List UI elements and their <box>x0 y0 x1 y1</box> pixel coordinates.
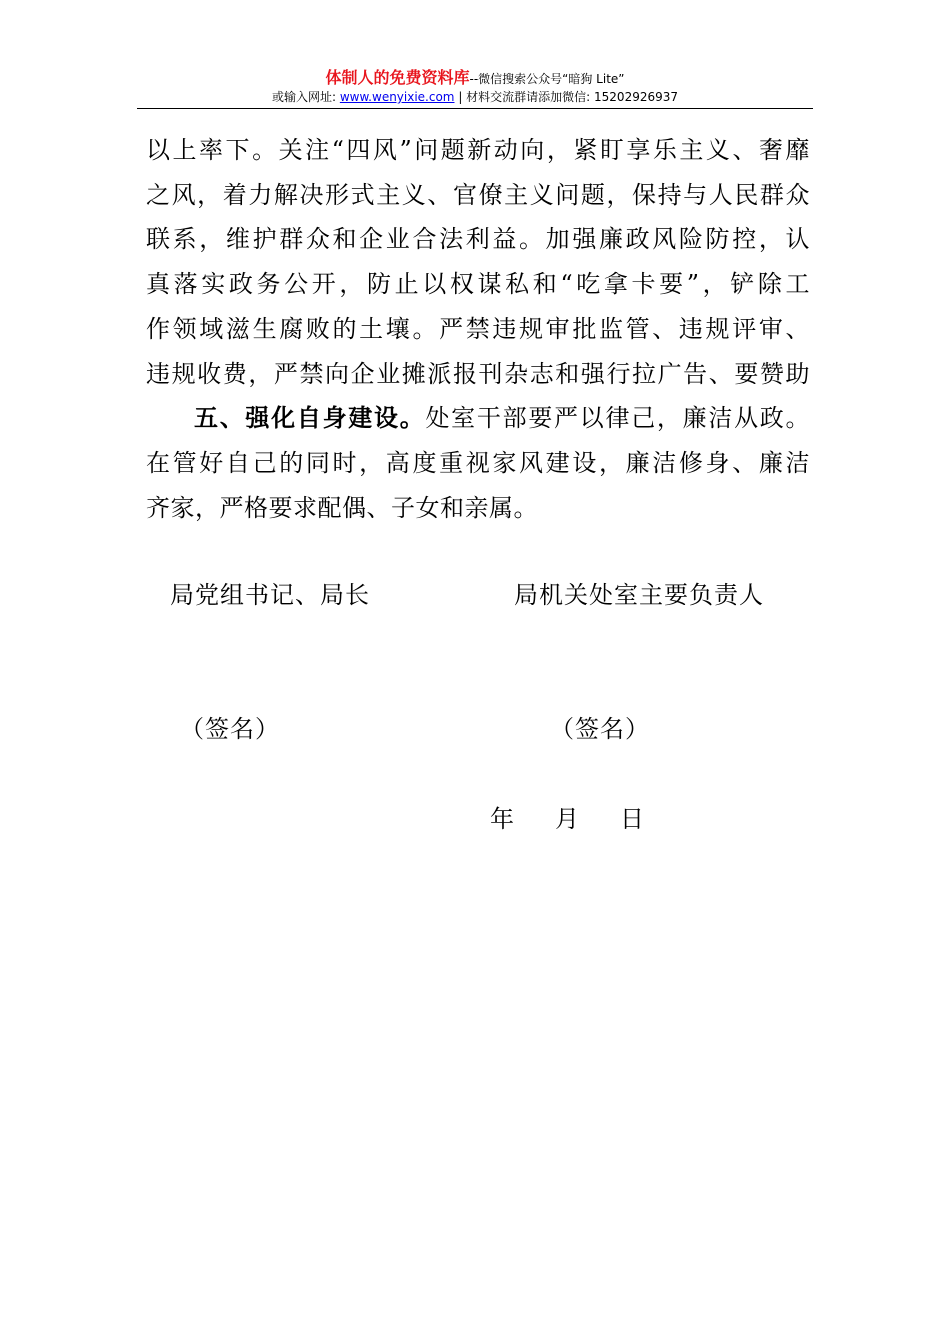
body-line: 之风，着力解决形式主义、官僚主义问题，保持与人民群众 <box>146 180 810 209</box>
date-day: 日 <box>620 805 645 833</box>
header-url-link[interactable]: www.wenyixie.com <box>339 90 455 104</box>
document-body <box>146 128 810 530</box>
body-line: 作领域滋生腐败的土壤。严禁违规审批监管、违规评审、 <box>146 314 810 343</box>
body-line: 违规收费，严禁向企业摊派报刊杂志和强行拉广告、要赞助 <box>146 359 810 388</box>
body-line: 在管好自己的同时，高度重视家风建设，廉洁修身、廉洁 <box>146 448 810 477</box>
header-subtitle: --微信搜索公众号“暗狗 Lite” <box>469 72 625 86</box>
date-month: 月 <box>555 805 580 833</box>
section-five-text: 处室干部要严以律己，廉洁从政。 <box>425 404 811 433</box>
header-url-prefix: 或输入网址: <box>271 90 340 104</box>
header-brand: 体制人的免费资料库 <box>325 68 470 87</box>
section-five-line <box>146 396 810 441</box>
header-title-line <box>0 68 950 88</box>
body-line: 齐家，严格要求配偶、子女和亲属。 <box>146 493 538 522</box>
page-header <box>0 68 950 106</box>
header-url-line <box>0 88 950 106</box>
left-signatory-title: 局党组书记、局长 <box>170 581 370 609</box>
header-contact: | 材料交流群请添加微信: 15202926937 <box>454 90 679 104</box>
left-signature-placeholder: （签名） <box>180 715 280 743</box>
right-signature-placeholder: （签名） <box>550 715 650 743</box>
section-five-heading: 五、强化自身建设。 <box>194 403 426 433</box>
date-field <box>490 804 645 834</box>
body-line: 真落实政务公开，防止以权谋私和“吃拿卡要”，铲除工 <box>146 270 810 299</box>
right-signatory-title: 局机关处室主要负责人 <box>514 581 764 609</box>
body-line: 联系，维护群众和企业合法利益。加强廉政风险防控，认 <box>146 225 810 254</box>
date-year: 年 <box>490 805 515 833</box>
header-divider <box>137 108 813 109</box>
body-line: 以上率下。关注“四风”问题新动向，紧盯享乐主义、奢靡 <box>146 136 810 164</box>
